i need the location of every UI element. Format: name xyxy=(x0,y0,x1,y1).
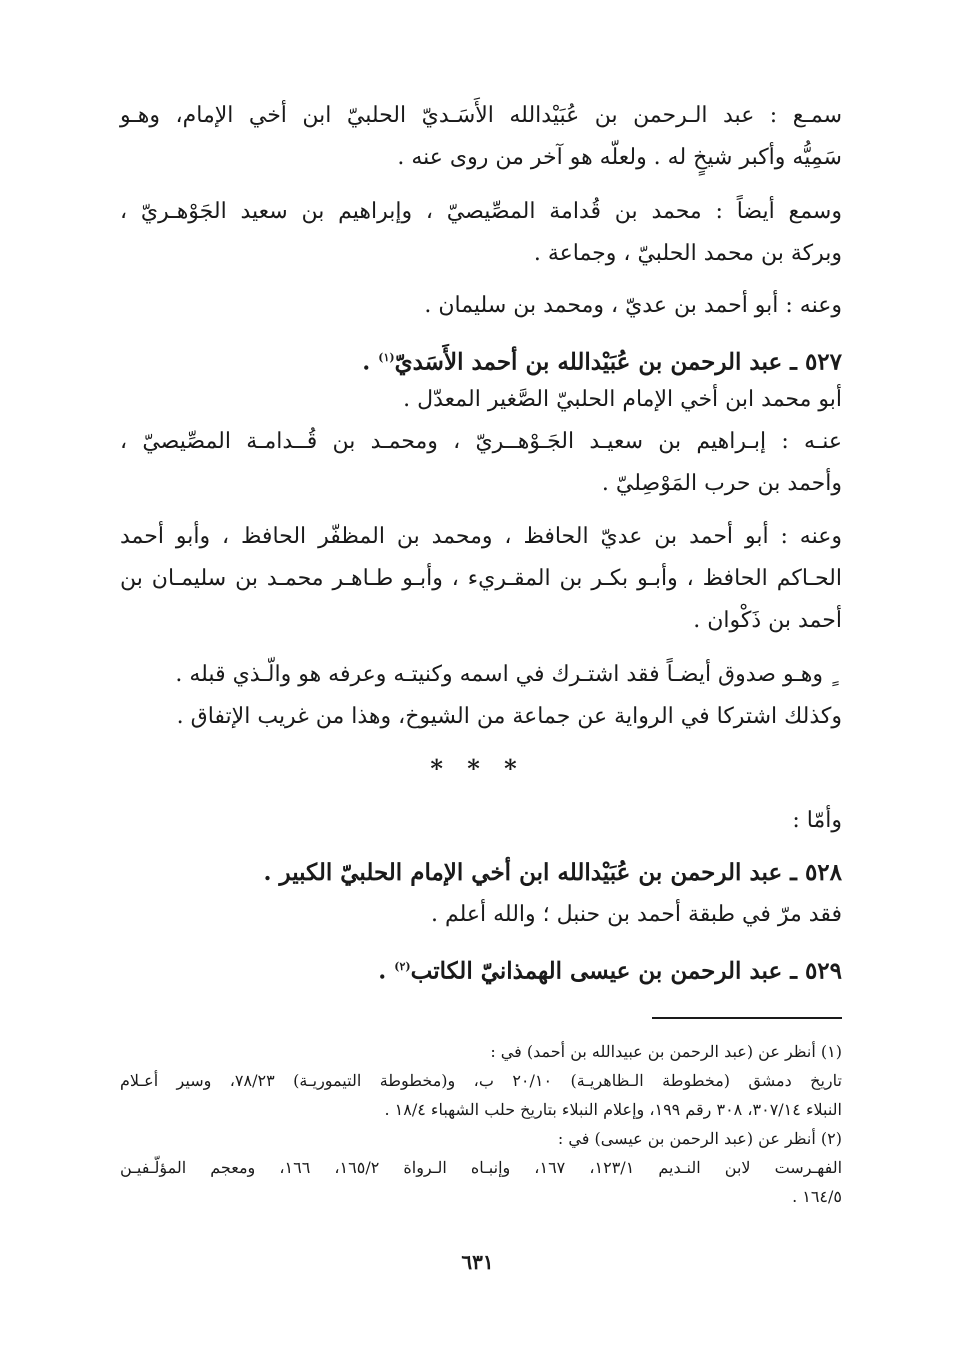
footnote-ref: (٢) xyxy=(394,960,411,973)
entry-heading-529 xyxy=(378,952,842,987)
text-line: وأحمد بن حرب المَوْصِليّ . xyxy=(601,471,842,496)
footnote-line: النبلاء ٣٠٧/١٤، ٣٠٨ رقم ١٩٩، وإعلام النبلاء بتاريخ حلب الشهباء ١٨/٤ . xyxy=(384,1100,842,1119)
text-line: عنـه : إبـراهيم بن سعيـد الجَـوْهــريّ ، ومحمـد بن قُــدامـة المصِّيصيّ ، xyxy=(120,429,842,454)
text-line: سَمِيُّه وأكبر شيخٍ له . ولعلّه هو آخر من روى عنه . xyxy=(397,145,842,170)
text-line: وبركة بن محمد الحلبيّ ، وجماعة . xyxy=(533,241,842,266)
section-separator: * * * xyxy=(430,754,525,783)
footnote-line: ١٦٤/٥ . xyxy=(792,1187,842,1206)
text-line: وأمّا : xyxy=(792,808,842,833)
footnote-ref: (١) xyxy=(378,351,395,364)
entry-title: ٥٢٧ ـ عبد الرحمن بن عُبَيْدالله بن أحمد الأَسَديّ xyxy=(394,348,842,376)
text-line: وعنه : أبو أحمد بن عديّ ، ومحمد بن سليمان . xyxy=(424,293,842,318)
text-line: ٍ وهـو صدوق أيضـاً فقد اشتـرك في اسمه وكنيتـه وعرفه هو والّـذي قبله . xyxy=(175,662,830,687)
text-line: وسمع أيضاً : محمد بن قُدامة المصِّيصيّ ، وإبراهيم بن سعيد الجَوْهـريّ ، xyxy=(120,199,842,224)
entry-title-end: . xyxy=(378,957,395,985)
entry-heading-528: ٥٢٨ ـ عبد الرحمن بن عُبَيْدالله ابن أخي الإمام الحلبيّ الكبير . xyxy=(263,859,842,886)
text-line: سمـع : عبد الـرحمن بن عُبَيْدالله الأَسَـديّ الحلبيّ ابن أخي الإمام، وهـو xyxy=(120,103,842,128)
text-line: وكذلك اشتركا في الرواية عن جماعة من الشيوخ، وهذا من غريب الإتفاق . xyxy=(176,704,842,729)
text-line: أبو محمد ابن أخي الإمام الحلبيّ الصَّغير المعدّل . xyxy=(403,387,842,412)
footnote-line: تاريخ دمشق (مخطوطة الـظاهريـة) ٢٠/١٠ ب، و(مخطوطة التيموريـة) ٧٨/٢٣، وسير أعـلام xyxy=(120,1071,842,1090)
text-line: أحمد بن ذَكْوان . xyxy=(693,608,842,633)
footnote-line: الفهـرست لابن النـديم ١٢٣/١، ١٦٧، وإنبـاه الـرواة ١٦٥/٢، ١٦٦، ومعجم المؤلّـفيـن xyxy=(120,1158,843,1177)
text-line: الحـاكم الحافظ ، وأبـو بكـر بن المقـريء ، وأبـو طـاهـر محمـد بن سليمـان بن xyxy=(120,566,842,591)
footnote-line: (٢) أنظر عن (عبد الرحمن بن عيسى) في : xyxy=(557,1129,842,1148)
entry-title-end: . xyxy=(362,348,379,376)
entry-heading-527 xyxy=(362,343,842,378)
entry-title: ٥٢٩ ـ عبد الرحمن بن عيسى الهمذانيّ الكاتب xyxy=(410,957,842,985)
page-number: ٦٣١ xyxy=(461,1250,494,1274)
footnote-rule xyxy=(652,1017,842,1019)
text-line: وعنه : أبو أحمد بن عديّ الحافظ ، ومحمد بن المظفّر الحافظ ، وأبو أحمد xyxy=(120,524,842,549)
text-line: فقد مرّ في طبقة أحمد بن حنبل ؛ والله أعلم . xyxy=(430,902,842,927)
footnote-line: (١) أنظر عن (عبد الرحمن بن عبيدالله بن أحمد) في : xyxy=(490,1042,842,1061)
